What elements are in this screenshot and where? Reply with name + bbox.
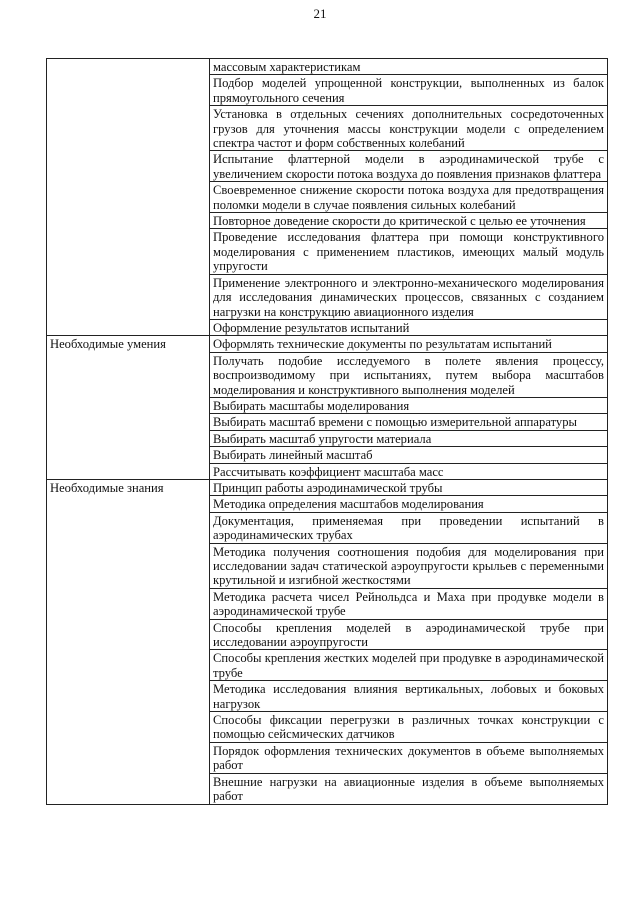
table-cell-item: Установка в отдельных сечениях дополнительных сосредоточенных грузов для уточнения массы конструкции модели с определением спектра частот и форм собственных колебаний bbox=[210, 106, 608, 151]
page-number: 21 bbox=[313, 6, 327, 21]
table-cell-item: Получать подобие исследуемого в полете явления процессу, воспроизводимому при испытаниях, путем выбора масштабов моделирования и конструктивного выполнения моделей bbox=[210, 352, 608, 397]
table-cell-item: Методика определения масштабов моделирования bbox=[210, 496, 608, 512]
table-cell-item: Способы фиксации перегрузки в различных точках конструкции с помощью сейсмических датчиков bbox=[210, 712, 608, 743]
section-label: Необходимые знания bbox=[47, 479, 210, 804]
table-cell-item: Способы крепления жестких моделей при продувке в аэродинамической трубе bbox=[210, 650, 608, 681]
table-cell-item: Повторное доведение скорости до критической с целью ее уточнения bbox=[210, 213, 608, 229]
table-row bbox=[47, 479, 608, 495]
competency-table-body bbox=[47, 59, 608, 805]
table-cell-item: Подбор моделей упрощенной конструкции, выполненных из балок прямоугольного сечения bbox=[210, 75, 608, 106]
table-cell-item: Оформление результатов испытаний bbox=[210, 319, 608, 335]
section-label bbox=[47, 59, 210, 336]
table-cell-item: Выбирать масштаб упругости материала bbox=[210, 430, 608, 446]
table-cell-item: Порядок оформления технических документов в объеме выполняемых работ bbox=[210, 742, 608, 773]
table-cell-item: Внешние нагрузки на авиационные изделия в объеме выполняемых работ bbox=[210, 773, 608, 804]
table-cell-item: Методика получения соотношения подобия для моделирования при исследовании задач статической аэроупругости крыльев с переменными крутильной и изгибной жесткостями bbox=[210, 543, 608, 588]
table-cell-item: Методика исследования влияния вертикальных, лобовых и боковых нагрузок bbox=[210, 681, 608, 712]
table-row bbox=[47, 336, 608, 352]
table-cell-item: Методика расчета чисел Рейнольдса и Маха при продувке модели в аэродинамической трубе bbox=[210, 588, 608, 619]
table-cell-item: Выбирать масштабы моделирования bbox=[210, 397, 608, 413]
table-cell-item: Проведение исследования флаттера при помощи конструктивного моделирования с применением пластиков, имеющих малый модуль упругости bbox=[210, 229, 608, 274]
competency-table bbox=[46, 58, 608, 805]
table-cell-item: Оформлять технические документы по результатам испытаний bbox=[210, 336, 608, 352]
section-label: Необходимые умения bbox=[47, 336, 210, 480]
table-cell-item: Своевременное снижение скорости потока воздуха для предотвращения поломки модели в случае появления сильных колебаний bbox=[210, 182, 608, 213]
table-cell-item: Документация, применяемая при проведении испытаний в аэродинамических трубах bbox=[210, 512, 608, 543]
table-cell-item: Выбирать масштаб времени с помощью измерительной аппаратуры bbox=[210, 414, 608, 430]
table-cell-item: Способы крепления моделей в аэродинамической трубе при исследовании аэроупругости bbox=[210, 619, 608, 650]
table-cell-item: Выбирать линейный масштаб bbox=[210, 447, 608, 463]
table-cell-item: Рассчитывать коэффициент масштаба масс bbox=[210, 463, 608, 479]
table-cell-item: Принцип работы аэродинамической трубы bbox=[210, 479, 608, 495]
table-row bbox=[47, 59, 608, 75]
table-cell-item: массовым характеристикам bbox=[210, 59, 608, 75]
table-cell-item: Испытание флаттерной модели в аэродинамической трубе с увеличением скорости потока воздуха до появления признаков флаттера bbox=[210, 151, 608, 182]
table-cell-item: Применение электронного и электронно-механического моделирования для исследования динамических процессов, связанных с созданием нагрузки на конструкцию авиационного изделия bbox=[210, 274, 608, 319]
